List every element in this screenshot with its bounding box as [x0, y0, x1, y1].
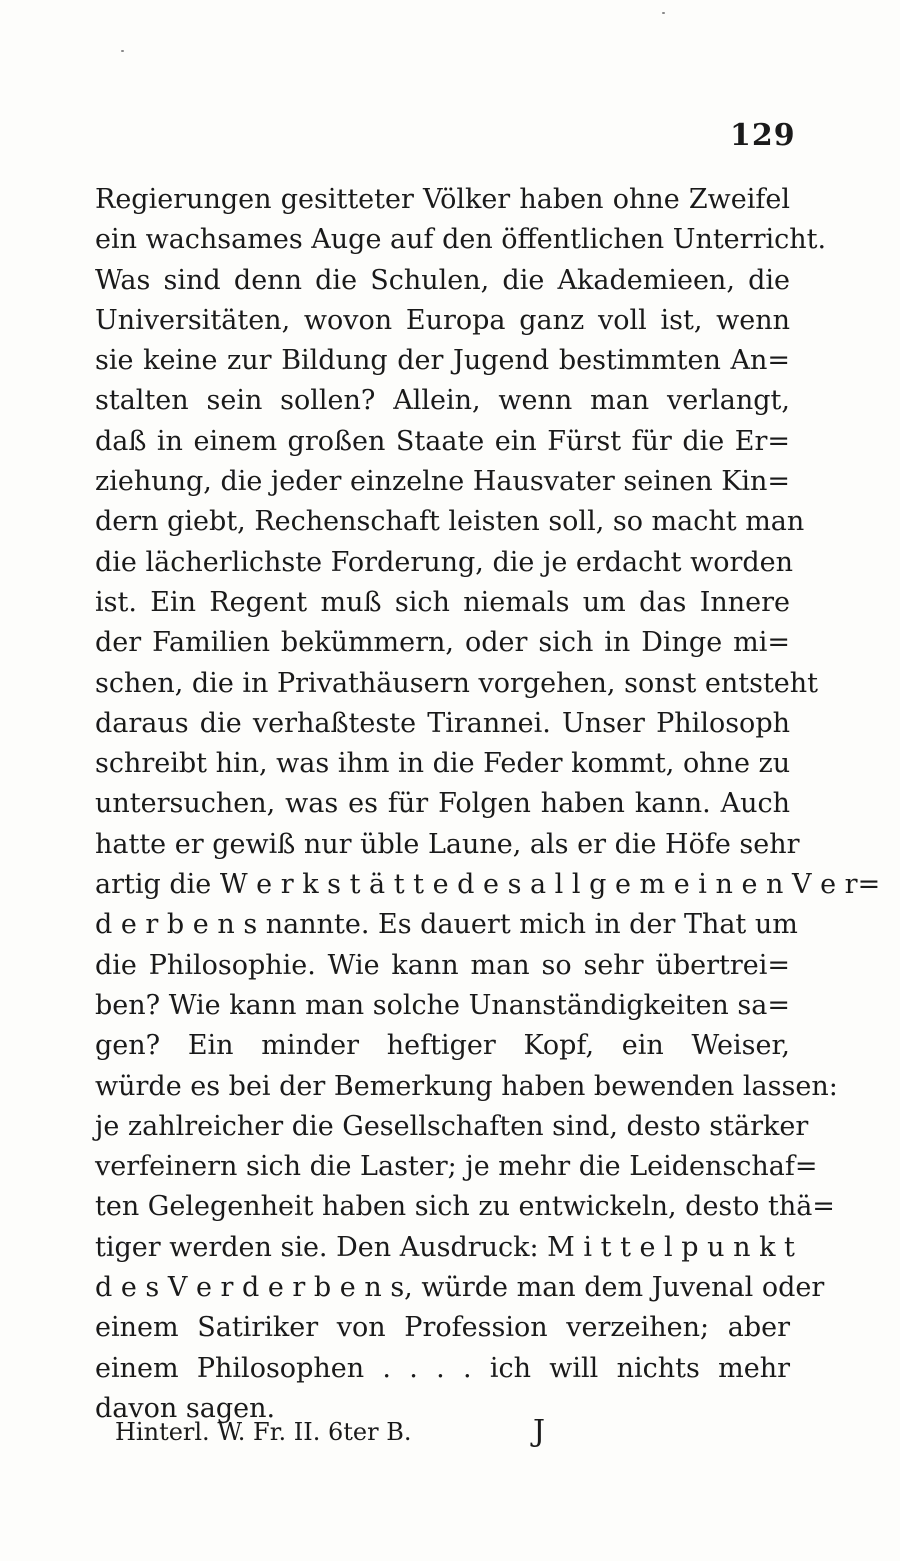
text-line: ziehung, die jeder einzelne Hausvater seinen Kin= — [95, 466, 791, 498]
text-line: die Philosophie. Wie kann man so sehr übertrei= — [95, 949, 790, 981]
text-line: daraus die verhaßteste Tirannei. Unser Philosoph — [95, 707, 790, 739]
text-line: daß in einem großen Staate ein Fürst für die Er= — [95, 425, 790, 457]
text-line: artig die W e r k s t ä t t e d e s a l l g e m e i n e n V e r= — [95, 869, 881, 901]
text-line: Was sind denn die Schulen, die Akademieen, die — [95, 264, 790, 296]
text-line: d e r b e n s nannte. Es dauert mich in der That um — [95, 909, 798, 941]
signature-line: Hinterl. W. Fr. II. 6ter B. — [115, 1418, 412, 1446]
text-line: untersuchen, was es für Folgen haben kann. Auch — [95, 788, 790, 820]
text-line: Universitäten, wovon Europa ganz voll ist, wenn — [95, 304, 790, 336]
text-line: würde es bei der Bemerkung haben bewenden lassen: — [95, 1070, 838, 1102]
text-line: d e s V e r d e r b e n s, würde man dem Juvenal oder — [95, 1272, 825, 1304]
text-line: Regierungen gesitteter Völker haben ohne Zweifel — [95, 184, 790, 215]
page-number: 129 — [730, 118, 796, 153]
text-line: die lächerlichste Forderung, die je erdacht worden — [95, 546, 794, 578]
text-line: davon sagen. — [95, 1392, 276, 1424]
text-line: ben? Wie kann man solche Unanständigkeiten sa= — [95, 989, 790, 1021]
text-line: sie keine zur Bildung der Jugend bestimmten An= — [95, 345, 790, 377]
paper-speck — [662, 12, 665, 14]
text-line: gen? Ein minder heftiger Kopf, ein Weiser, — [95, 1030, 790, 1062]
text-line: ist. Ein Regent muß sich niemals um das Innere — [95, 586, 790, 618]
paper-speck — [121, 50, 124, 52]
text-line: schreibt hin, was ihm in die Feder kommt, ohne zu — [95, 748, 791, 780]
text-line: tiger werden sie. Den Ausdruck: M i t t e l p u n k t — [95, 1231, 795, 1263]
body-text — [95, 180, 881, 1429]
text-line: ein wachsames Auge auf den öffentlichen Unterricht. — [95, 224, 827, 256]
text-line: einem Satiriker von Profession verzeihen; aber — [95, 1312, 790, 1344]
text-line: hatte er gewiß nur üble Laune, als er die Höfe sehr — [95, 828, 800, 860]
text-line: dern giebt, Rechenschaft leisten soll, so macht man — [95, 506, 805, 538]
signature-mark: J — [533, 1414, 546, 1449]
text-line: schen, die in Privathäusern vorgehen, sonst entsteht — [95, 667, 819, 699]
text-line: verfeinern sich die Laster; je mehr die Leidenschaf= — [95, 1151, 818, 1183]
text-line: einem Philosophen . . . . ich will nichts mehr — [95, 1352, 790, 1384]
text-line: je zahlreicher die Gesellschaften sind, desto stärker — [95, 1110, 809, 1142]
footer — [115, 1414, 595, 1458]
text-line: der Familien bekümmern, oder sich in Dinge mi= — [95, 627, 790, 659]
text-line: stalten sein sollen? Allein, wenn man verlangt, — [95, 385, 790, 417]
text-line: ten Gelegenheit haben sich zu entwickeln, desto thä= — [95, 1191, 835, 1223]
